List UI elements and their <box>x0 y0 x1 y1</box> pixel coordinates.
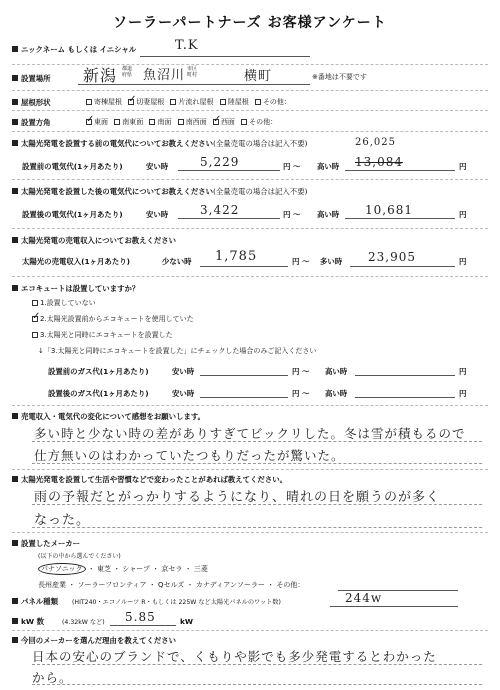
checkbox-icon[interactable] <box>241 119 247 125</box>
direction-label: 設置方角 <box>12 117 51 128</box>
maker-option-q-cells[interactable]: Qセルズ <box>158 581 185 589</box>
impression-line-1[interactable]: 多い時と少ない時の差がありすぎてビックリした。冬は雪が積もるので <box>34 426 466 441</box>
square-bullet-icon <box>12 618 18 624</box>
elec-before-high-correction: 26,025 <box>355 137 396 148</box>
sales-low-label: 少ない時 <box>162 257 192 266</box>
gas-before-unit2: 円 <box>459 367 467 376</box>
checkbox-checked-icon[interactable] <box>86 119 92 125</box>
direction-option-west[interactable]: ✓ 西面 <box>213 118 235 126</box>
checkbox-icon[interactable] <box>86 99 92 105</box>
elec-before-low-label: 安い時 <box>146 162 169 171</box>
elec-after-heading: 太陽光発電を設置した後の電気代についてお教えください(全量売電の場合は記入不要) <box>12 186 307 197</box>
ecocute-option-3[interactable]: 3.太陽光と同時にエコキュートを設置した <box>32 330 173 340</box>
direction-options <box>86 117 277 127</box>
square-bullet-icon <box>12 476 18 482</box>
location-city[interactable]: 魚沼川 <box>143 68 186 83</box>
roof-option-kirizuma[interactable]: ✓ 切妻屋根 <box>128 98 164 106</box>
elec-before-unit2: 円 <box>459 162 467 171</box>
maker-heading: 設置したメーカー <box>12 538 80 549</box>
square-bullet-icon <box>12 46 18 52</box>
maker-option-mitsubishi[interactable]: 三菱 <box>193 565 208 573</box>
ecocute-followup: ↓「3.太陽光と同時にエコキュートを設置した」にチェックした場合のみご記入ください <box>38 347 317 355</box>
ecocute-option-2[interactable]: ✓2.太陽光設置前からエコキュートを使用していた <box>32 314 194 324</box>
elec-after-low[interactable]: 3,422 <box>200 203 240 217</box>
checkbox-icon[interactable] <box>178 119 184 125</box>
gas-before-low-label: 安い時 <box>172 367 195 376</box>
maker-option-canadian-solar[interactable]: カナディアンソーラー <box>195 581 265 589</box>
maker-sub: (以下の中から選んでください) <box>38 553 121 560</box>
reason-heading: 今回のメーカーを選んだ理由を教えてください <box>12 635 176 646</box>
sales-low[interactable]: 1,785 <box>215 249 258 264</box>
square-bullet-icon <box>12 99 18 105</box>
square-bullet-icon <box>12 237 18 243</box>
kw-label: kW 数 <box>12 616 44 627</box>
elec-after-unit1: 円 ～ <box>283 210 301 219</box>
elec-after-unit2: 円 <box>459 210 467 219</box>
gas-before-unit1: 円 ～ <box>292 367 310 376</box>
location-town[interactable]: 横町 <box>244 69 273 84</box>
nickname-label: ニックネーム もしくは イニシャル <box>12 44 136 55</box>
kw-unit: kW <box>180 617 194 626</box>
sales-unit1: 円 ～ <box>292 257 310 266</box>
direction-option-southwest[interactable]: 南西面 <box>178 118 207 126</box>
sales-unit2: 円 <box>459 257 467 266</box>
location-label: 設置場所 <box>12 73 51 84</box>
panel-value[interactable]: 244w <box>345 591 383 605</box>
checkbox-icon[interactable] <box>114 119 120 125</box>
reason-line-2[interactable]: から。 <box>32 670 73 685</box>
elec-before-high[interactable]: 13,084 <box>355 155 403 169</box>
maker-option-toshiba[interactable]: 東芝 <box>96 565 111 573</box>
checkbox-icon[interactable] <box>149 119 155 125</box>
checkbox-icon[interactable] <box>32 300 38 306</box>
reason-line-1[interactable]: 日本の安心のブランドで、くもりや影でも多少発電するとわかった <box>32 649 437 664</box>
elec-after-low-label: 安い時 <box>146 210 169 219</box>
maker-option-panasonic[interactable]: パナソニック <box>38 563 86 575</box>
elec-before-high-label: 高い時 <box>317 162 340 171</box>
checkbox-checked-icon[interactable] <box>213 119 219 125</box>
prefecture-unit: 都道府県 <box>122 66 133 78</box>
roof-option-yosemune[interactable]: 寄棟屋根 <box>86 98 122 106</box>
impression-heading: 売電収入・電気代の変化について感想をお願いします。 <box>12 411 205 422</box>
elec-before-low[interactable]: 5,229 <box>200 155 240 169</box>
kw-note: (4.32kW など) <box>62 619 105 626</box>
gas-before-label: 設置前のガス代(1ヶ月あたり) <box>48 367 149 376</box>
square-bullet-icon <box>12 119 18 125</box>
gas-after-unit1: 円 ～ <box>292 389 310 398</box>
roof-label: 屋根形状 <box>12 97 51 108</box>
impression-line-2[interactable]: 仕方無いのはわかっていたつもりだったが驚いた。 <box>34 448 345 463</box>
sales-high[interactable]: 23,905 <box>368 250 416 264</box>
nickname-value[interactable]: T.K <box>175 38 199 53</box>
maker-row-2: 長州産業 ・ ソーラーフロンティア ・ Qセルズ ・ カナディアンソーラー ・ その他： <box>38 581 305 589</box>
checkbox-icon[interactable] <box>170 99 176 105</box>
gas-before-high-label: 高い時 <box>325 367 348 376</box>
roof-option-other[interactable]: その他： <box>255 98 291 106</box>
checkbox-icon[interactable] <box>32 332 38 338</box>
square-bullet-icon <box>12 285 18 291</box>
maker-option-solar-frontier[interactable]: ソーラーフロンティア <box>77 581 147 589</box>
panel-note: (HIT240・エコノルーツ R・もしくは 225W など太陽光パネルのワット数) <box>72 599 281 606</box>
elec-before-unit1: 円 ～ <box>283 162 301 171</box>
square-bullet-icon <box>12 75 18 81</box>
square-bullet-icon <box>12 540 18 546</box>
maker-row-1: パナソニック ・ 東芝 ・ シャープ ・ 京セラ ・ 三菱 <box>38 563 208 575</box>
gas-after-high-label: 高い時 <box>325 389 348 398</box>
lifestyle-line-1[interactable]: 雨の予報だとがっかりするようになり、晴れの日を願うのが多く <box>34 490 441 505</box>
elec-after-row-label: 設置後の電気代(1ヶ月あたり) <box>22 210 123 219</box>
sales-heading: 太陽光発電の売電収入についてお教えください <box>12 235 176 246</box>
elec-before-row-label: 設置前の電気代(1ヶ月あたり) <box>22 162 123 171</box>
square-bullet-icon <box>12 413 18 419</box>
page-title: ソーラーパートナーズ お客様アンケート <box>113 15 387 31</box>
city-unit: 市区町村 <box>187 66 198 78</box>
direction-option-south[interactable]: 南面 <box>149 118 171 126</box>
maker-option-other[interactable]: その他 <box>276 581 298 589</box>
elec-after-high[interactable]: 10,681 <box>365 203 413 217</box>
elec-after-high-label: 高い時 <box>317 210 340 219</box>
checkbox-checked-icon[interactable] <box>128 99 134 105</box>
lifestyle-heading: 太陽光発電を設置して生活や習慣などで変わったことがあれば教えてください。 <box>12 474 287 485</box>
sales-row-label: 太陽光の売電収入(1ヶ月あたり) <box>22 257 130 266</box>
direction-option-other[interactable]: その他： <box>241 118 277 126</box>
ecocute-option-1[interactable]: 1.設置していない <box>32 298 96 308</box>
checkbox-icon[interactable] <box>220 99 226 105</box>
gas-after-unit2: 円 <box>459 389 467 398</box>
checkbox-checked-icon[interactable] <box>32 316 38 322</box>
gas-after-label: 設置後のガス代(1ヶ月あたり) <box>48 389 149 398</box>
maker-option-kyocera[interactable]: 京セラ <box>161 565 183 573</box>
square-bullet-icon <box>12 140 18 146</box>
roof-options <box>86 97 291 107</box>
square-bullet-icon <box>12 188 18 194</box>
roof-option-katanagare[interactable]: 片流れ屋根 <box>170 98 213 106</box>
sales-high-label: 多い時 <box>320 257 343 266</box>
checkbox-icon[interactable] <box>255 99 261 105</box>
maker-option-choshu[interactable]: 長州産業 <box>38 581 66 589</box>
panel-label: パネル種類 <box>12 596 58 607</box>
kw-value[interactable]: 5.85 <box>125 610 156 624</box>
elec-before-heading: 太陽光発電を設置する前の電気代についてお教えください(全量売電の場合は記入不要) <box>12 138 307 149</box>
lifestyle-line-2[interactable]: なった。 <box>34 513 91 528</box>
ecocute-heading: エコキュートは設置していますか？ <box>12 283 139 294</box>
square-bullet-icon <box>12 598 18 604</box>
location-prefecture[interactable]: 新潟 <box>83 66 118 85</box>
direction-option-southeast[interactable]: 南東面 <box>114 118 143 126</box>
location-note: ※番地は不要です <box>312 73 367 81</box>
roof-option-rikuyane[interactable]: 陸屋根 <box>220 98 249 106</box>
direction-option-east[interactable]: ✓ 東面 <box>86 118 108 126</box>
gas-after-low-label: 安い時 <box>172 389 195 398</box>
square-bullet-icon <box>12 637 18 643</box>
maker-option-sharp[interactable]: シャープ <box>122 565 150 573</box>
